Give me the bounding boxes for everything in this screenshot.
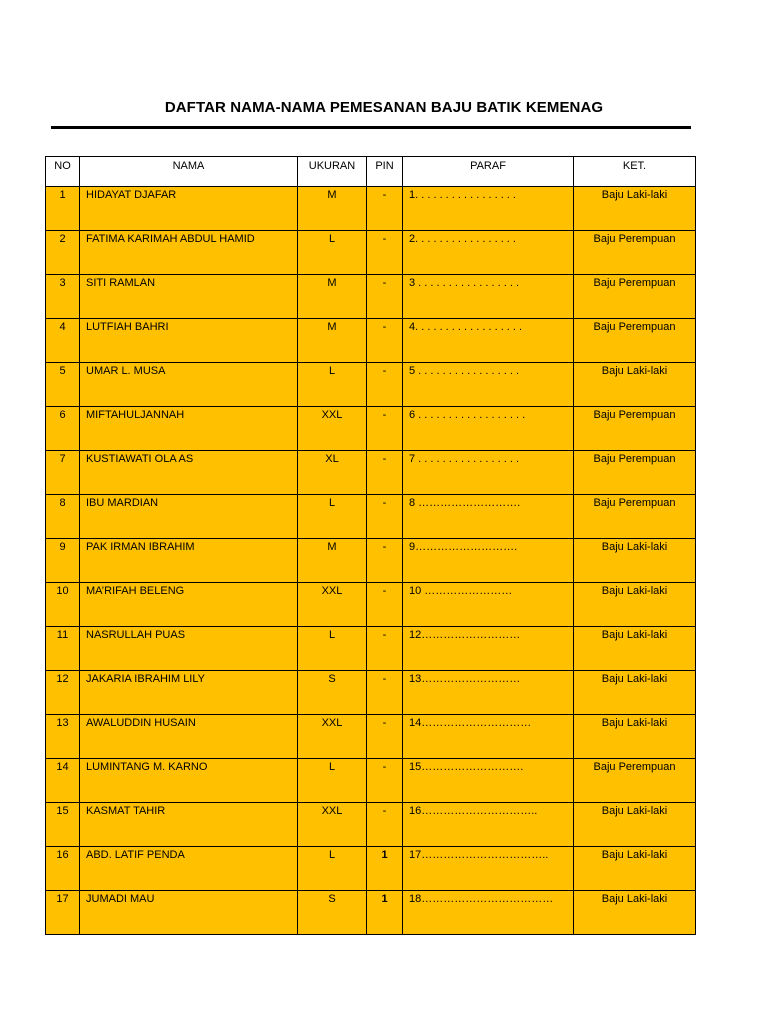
cell-ket: Baju Laki-laki [574,583,696,627]
cell-pin: - [367,803,403,847]
cell-nama: JAKARIA IBRAHIM LILY [80,671,298,715]
cell-ket: Baju Perempuan [574,451,696,495]
table-row [46,187,696,231]
table-row [46,275,696,319]
cell-ukuran: XL [298,451,367,495]
table-row [46,407,696,451]
cell-no: 7 [46,451,80,495]
cell-ket: Baju Laki-laki [574,187,696,231]
table-header [46,157,696,187]
cell-no: 11 [46,627,80,671]
cell-paraf: 7 . . . . . . . . . . . . . . . . . [403,451,574,495]
cell-paraf: 9………………………. [403,539,574,583]
cell-ket: Baju Laki-laki [574,627,696,671]
cell-paraf: 5 . . . . . . . . . . . . . . . . . [403,363,574,407]
cell-no: 4 [46,319,80,363]
cell-nama: ABD. LATIF PENDA [80,847,298,891]
cell-pin: - [367,759,403,803]
cell-paraf: 12……………………… [403,627,574,671]
header-no: NO [46,157,80,187]
cell-ukuran: M [298,187,367,231]
cell-no: 15 [46,803,80,847]
table-row [46,495,696,539]
cell-no: 1 [46,187,80,231]
table-row [46,627,696,671]
document-title: DAFTAR NAMA-NAMA PEMESANAN BAJU BATIK KEMENAG [164,99,604,116]
cell-pin: - [367,715,403,759]
title-underline [51,126,691,129]
header-pin: PIN [367,157,403,187]
cell-ukuran: L [298,231,367,275]
cell-nama: FATIMA KARIMAH ABDUL HAMID [80,231,298,275]
table-row [46,671,696,715]
cell-no: 13 [46,715,80,759]
cell-ket: Baju Laki-laki [574,847,696,891]
cell-nama: SITI RAMLAN [80,275,298,319]
cell-paraf: 6 . . . . . . . . . . . . . . . . . . [403,407,574,451]
cell-paraf: 13……………………… [403,671,574,715]
cell-ukuran: XXL [298,407,367,451]
cell-nama: NASRULLAH PUAS [80,627,298,671]
order-table [45,156,696,935]
cell-no: 12 [46,671,80,715]
cell-pin: - [367,187,403,231]
cell-ket: Baju Laki-laki [574,363,696,407]
cell-pin: - [367,275,403,319]
cell-ket: Baju Perempuan [574,759,696,803]
cell-pin: - [367,231,403,275]
cell-pin: 1 [367,891,403,935]
cell-pin: - [367,407,403,451]
cell-ukuran: M [298,275,367,319]
cell-ket: Baju Perempuan [574,231,696,275]
cell-no: 9 [46,539,80,583]
cell-paraf: 14………………………… [403,715,574,759]
cell-paraf: 4. . . . . . . . . . . . . . . . . . [403,319,574,363]
cell-paraf: 16………………………….. [403,803,574,847]
cell-paraf: 1. . . . . . . . . . . . . . . . . [403,187,574,231]
cell-ukuran: XXL [298,715,367,759]
cell-no: 10 [46,583,80,627]
header-paraf: PARAF [403,157,574,187]
header-nama: NAMA [80,157,298,187]
table-row [46,891,696,935]
cell-no: 5 [46,363,80,407]
cell-pin: - [367,451,403,495]
cell-ukuran: XXL [298,803,367,847]
cell-nama: KUSTIAWATI OLA AS [80,451,298,495]
cell-pin: 1 [367,847,403,891]
cell-nama: LUTFIAH BAHRI [80,319,298,363]
cell-no: 16 [46,847,80,891]
cell-no: 8 [46,495,80,539]
table-row [46,583,696,627]
cell-ket: Baju Laki-laki [574,671,696,715]
cell-paraf: 15………………………. [403,759,574,803]
cell-ket: Baju Laki-laki [574,891,696,935]
table-row [46,759,696,803]
cell-no: 17 [46,891,80,935]
cell-pin: - [367,583,403,627]
cell-pin: - [367,539,403,583]
cell-ukuran: XXL [298,583,367,627]
header-row [46,157,696,187]
cell-ukuran: M [298,539,367,583]
cell-ukuran: L [298,495,367,539]
cell-ket: Baju Perempuan [574,407,696,451]
cell-paraf: 10 …………………… [403,583,574,627]
header-ukuran: UKURAN [298,157,367,187]
cell-paraf: 18……………………………… [403,891,574,935]
table-row [46,231,696,275]
cell-ket: Baju Laki-laki [574,715,696,759]
cell-nama: MIFTAHULJANNAH [80,407,298,451]
cell-ukuran: S [298,671,367,715]
cell-paraf: 8 ………………………. [403,495,574,539]
cell-ukuran: L [298,847,367,891]
cell-no: 2 [46,231,80,275]
cell-pin: - [367,627,403,671]
cell-nama: UMAR L. MUSA [80,363,298,407]
cell-no: 6 [46,407,80,451]
header-ket: KET. [574,157,696,187]
cell-nama: LUMINTANG M. KARNO [80,759,298,803]
cell-paraf: 17…………………………….. [403,847,574,891]
table-row [46,451,696,495]
cell-nama: HIDAYAT DJAFAR [80,187,298,231]
cell-ukuran: L [298,627,367,671]
cell-ket: Baju Laki-laki [574,539,696,583]
table-row [46,803,696,847]
cell-ket: Baju Perempuan [574,319,696,363]
cell-nama: MA’RIFAH BELENG [80,583,298,627]
cell-nama: IBU MARDIAN [80,495,298,539]
cell-ket: Baju Laki-laki [574,803,696,847]
cell-pin: - [367,495,403,539]
cell-ukuran: S [298,891,367,935]
cell-pin: - [367,671,403,715]
cell-ukuran: L [298,759,367,803]
cell-nama: JUMADI MAU [80,891,298,935]
table-row [46,715,696,759]
table-row [46,847,696,891]
cell-nama: AWALUDDIN HUSAIN [80,715,298,759]
cell-no: 14 [46,759,80,803]
table-row [46,539,696,583]
cell-ukuran: M [298,319,367,363]
cell-nama: PAK IRMAN IBRAHIM [80,539,298,583]
cell-ket: Baju Perempuan [574,495,696,539]
cell-ukuran: L [298,363,367,407]
cell-pin: - [367,363,403,407]
cell-ket: Baju Perempuan [574,275,696,319]
cell-nama: KASMAT TAHIR [80,803,298,847]
cell-paraf: 3 . . . . . . . . . . . . . . . . . [403,275,574,319]
cell-no: 3 [46,275,80,319]
table-row [46,363,696,407]
table-row [46,319,696,363]
cell-paraf: 2. . . . . . . . . . . . . . . . . [403,231,574,275]
table-body [46,187,696,935]
cell-pin: - [367,319,403,363]
